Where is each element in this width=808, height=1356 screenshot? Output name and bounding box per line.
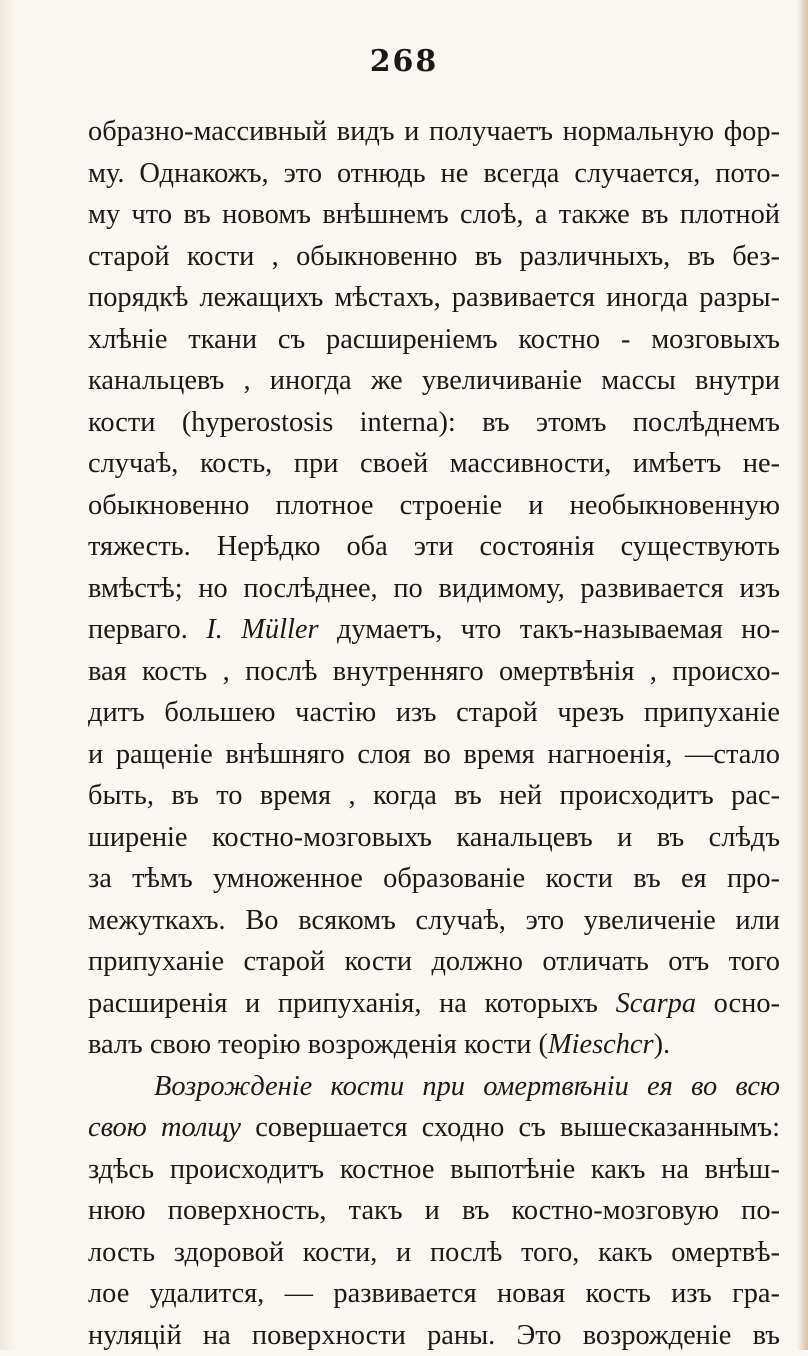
text-run: валъ свою теорію возрожденія кости ( [88, 1029, 548, 1060]
text-line [88, 1273, 780, 1315]
text-run: ширеніе костно-мозговыхъ канальцевъ и въ слѣдъ [88, 822, 780, 853]
italic-text-run: свою толщу [88, 1112, 241, 1143]
text-line [88, 153, 780, 195]
text-run: вая кость , послѣ внутренняго омертвѣнія , происхо- [88, 656, 780, 687]
text-run: образно-массивный видъ и получаетъ нормальную фор- [88, 116, 780, 147]
text-run: думаетъ, что такъ-называемая но- [319, 614, 780, 645]
text-run: расширенія и припуханія, на которыхъ [88, 988, 616, 1019]
page-number: 268 [0, 44, 808, 79]
text-line [88, 1107, 780, 1149]
text-run: лость здоровой кости, и послѣ того, какъ омертвѣ- [88, 1237, 780, 1268]
text-line [88, 277, 780, 319]
text-line [88, 236, 780, 278]
text-run: здѣсь происходитъ костное выпотѣніе какъ на внѣш- [88, 1154, 780, 1185]
text-run: ). [654, 1029, 671, 1060]
text-line [88, 983, 780, 1025]
text-line [88, 1024, 780, 1066]
text-line [88, 319, 780, 361]
text-line [88, 775, 780, 817]
text-line [88, 941, 780, 983]
text-line [88, 360, 780, 402]
text-run: му что въ новомъ внѣшнемъ слоѣ, а также въ плотной [88, 199, 780, 230]
text-line [88, 485, 780, 527]
text-line [88, 402, 780, 444]
text-run: быть, въ то время , когда въ ней происходитъ рас- [88, 780, 780, 811]
text-line [88, 692, 780, 734]
text-run: припуханіе старой кости должно отличать отъ того [88, 946, 780, 977]
text-line [88, 568, 780, 610]
text-line [88, 194, 780, 236]
text-line [88, 1066, 780, 1108]
text-run: обыкновенно плотное строеніе и необыкновенную [88, 490, 780, 521]
page-edge-shadow [798, 0, 808, 1350]
italic-text-run: I. Müller [206, 614, 318, 645]
text-run: нуляцій на поверхности раны. Это возрожденіе въ [88, 1320, 780, 1351]
text-line [88, 900, 780, 942]
text-line [88, 1232, 780, 1274]
text-line [88, 609, 780, 651]
italic-text-run: Mieschcr [548, 1029, 654, 1060]
text-run: дитъ большею частію изъ старой чрезъ припуханіе [88, 697, 780, 728]
text-run: му. Однакожъ, это отнюдь не всегда случается, пото- [88, 158, 780, 189]
text-run: вмѣстѣ; но послѣднее, по видимому, развивается изъ [88, 573, 780, 604]
text-run: хлѣніе ткани съ расширеніемъ костно - мозговыхъ [88, 324, 780, 355]
italic-text-run: Возрожденіе кости при омертвѣніи ея во всю [154, 1071, 780, 1102]
text-run: межуткахъ. Во всякомъ случаѣ, это увеличеніе или [88, 905, 780, 936]
text-run: лое удалится, — развивается новая кость изъ гра- [88, 1278, 780, 1309]
text-line [88, 817, 780, 859]
text-run: канальцевъ , иногда же увеличиваніе массы внутри [88, 365, 780, 396]
text-line [88, 443, 780, 485]
body-text [88, 111, 780, 1356]
text-line [88, 1190, 780, 1232]
text-run: осно- [696, 988, 780, 1019]
text-run: совершается сходно съ вышесказаннымъ: [241, 1112, 780, 1143]
text-run: кости (hyperostosis interna): въ этомъ послѣднемъ [88, 407, 780, 438]
text-run: перваго. [88, 614, 206, 645]
text-run: тяжесть. Нерѣдко оба эти состоянія существують [88, 531, 780, 562]
text-run: и ращеніе внѣшняго слоя во время нагноенія, —стало [88, 739, 780, 770]
text-line [88, 858, 780, 900]
text-line [88, 651, 780, 693]
text-run: нюю поверхность, такъ и въ костно-мозговую по- [88, 1195, 780, 1226]
text-run: старой кости , обыкновенно въ различныхъ, въ без- [88, 241, 780, 272]
text-line [88, 526, 780, 568]
text-run: порядкѣ лежащихъ мѣстахъ, развивается иногда разры- [88, 282, 780, 313]
text-line [88, 1149, 780, 1191]
text-run: за тѣмъ умноженное образованіе кости въ ея про- [88, 863, 780, 894]
text-line [88, 111, 780, 153]
text-run: случаѣ, кость, при своей массивности, имѣетъ не- [88, 448, 780, 479]
text-line [88, 734, 780, 776]
italic-text-run: Scarpa [616, 988, 696, 1019]
